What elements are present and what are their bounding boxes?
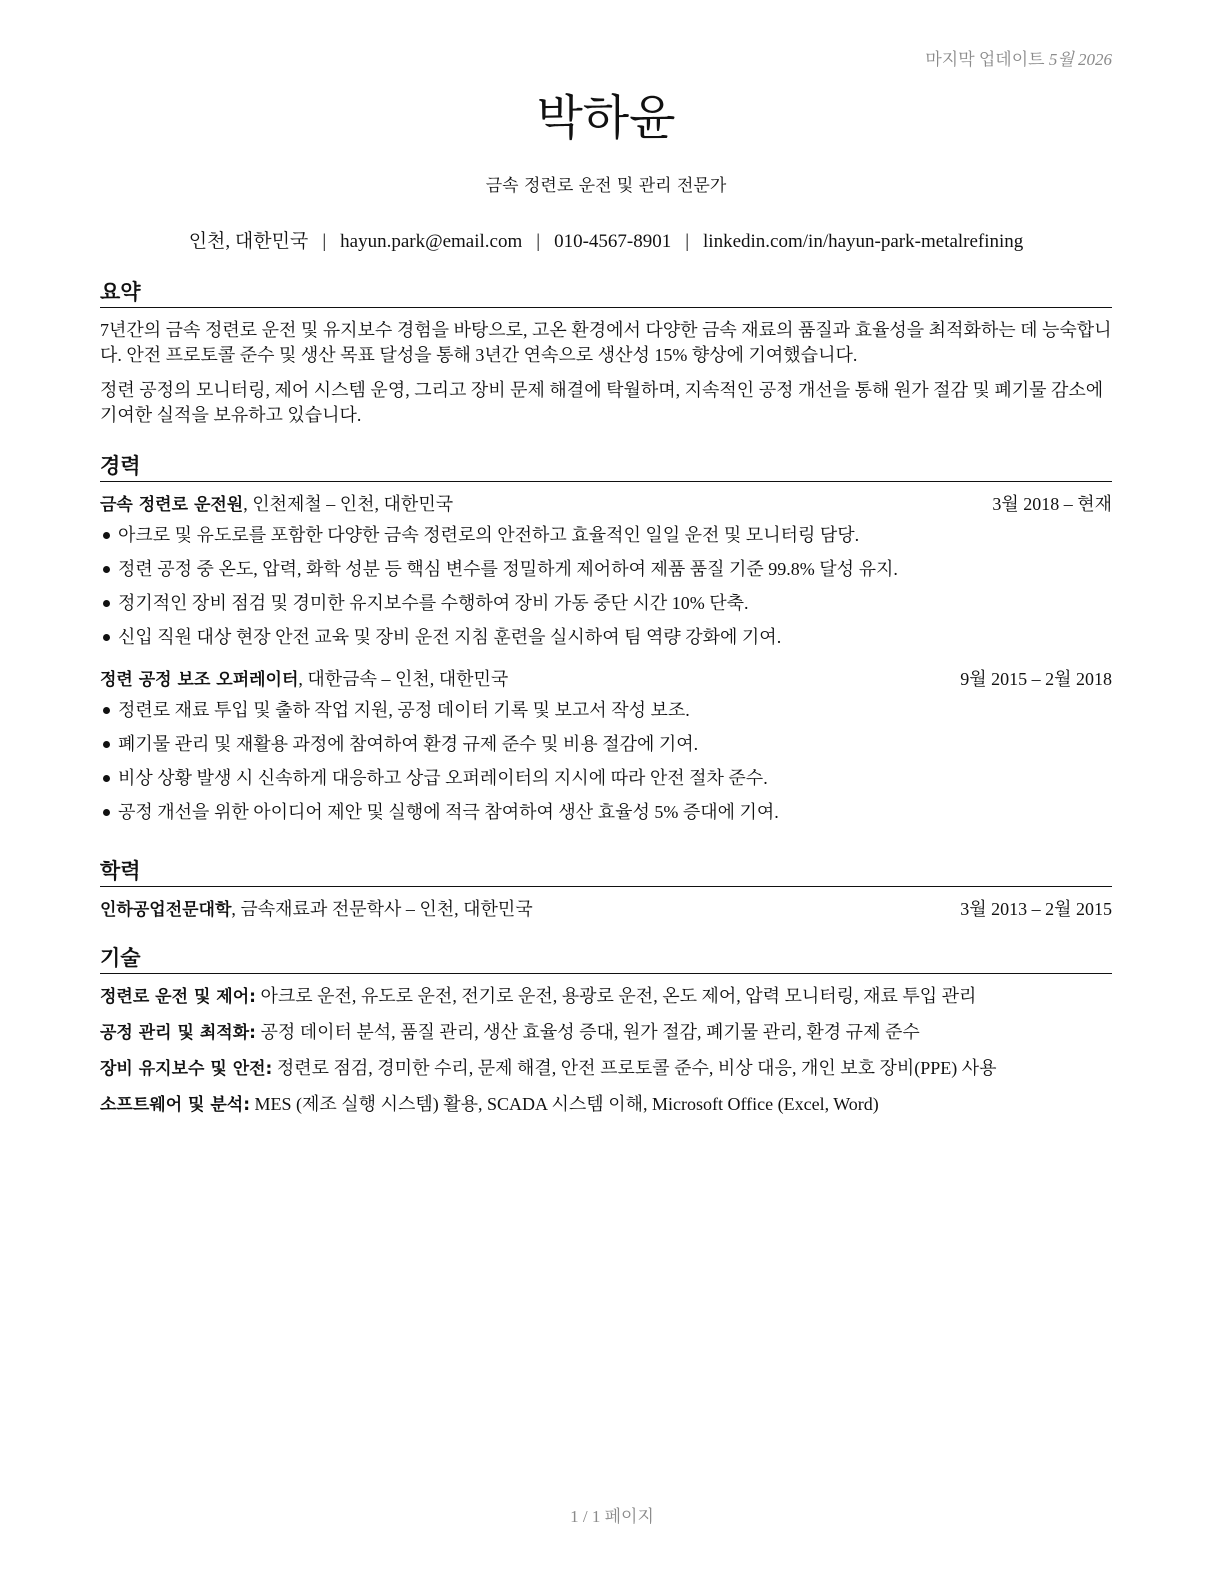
contact-separator: |: [322, 231, 327, 252]
education-entry: [100, 897, 1112, 922]
bullet-item: [100, 625, 1112, 649]
section-title-summary: 요약: [100, 280, 1112, 308]
skill-line: [100, 1020, 1112, 1045]
job-role: 정련 공정 보조 오퍼레이터: [100, 670, 299, 690]
job-dates: 3월 2018 – 현재: [992, 494, 1112, 514]
skill-value: 아크로 운전, 유도로 운전, 전기로 운전, 용광로 운전, 온도 제어, 압력 모니터링, 재료 투입 관리: [255, 986, 977, 1006]
bullet-item: [100, 732, 1112, 756]
job-role: 금속 정련로 운전원: [100, 495, 244, 515]
bullet-text: 정련 공정 중 온도, 압력, 화학 성분 등 핵심 변수를 정밀하게 제어하여 제품 품질 기준 99.8% 달성 유지.: [118, 559, 898, 579]
contact-phone[interactable]: 010-4567-8901: [554, 231, 672, 252]
summary-paragraph: 7년간의 금속 정련로 운전 및 유지보수 경험을 바탕으로, 고온 환경에서 다양한 금속 재료의 품질과 효율성을 최적화하는 데 능숙합니다. 안전 프로토콜 준수 및 생산 목표 달성을 통해 3년간 연속으로 생산성 15% 향상에 기여했습니다.: [100, 320, 1112, 365]
bullet-item: [100, 591, 1112, 615]
resume-page: [100, 0, 1112, 1584]
skill-value: MES (제조 실행 시스템) 활용, SCADA 시스템 이해, Microsoft Office (Excel, Word): [250, 1094, 879, 1114]
job-header: [100, 492, 1112, 517]
skill-label: 장비 유지보수 및 안전:: [100, 1059, 273, 1079]
skill-line: [100, 1092, 1112, 1117]
bullet-text: 정련로 재료 투입 및 출하 작업 지원, 공정 데이터 기록 및 보고서 작성 보조.: [118, 700, 690, 720]
education-section: [100, 859, 1112, 922]
headline: 금속 정련로 운전 및 관리 전문가: [485, 176, 727, 196]
skills-section: [100, 946, 1112, 1128]
bullet-item: [100, 523, 1112, 547]
skill-value: 정련로 점검, 경미한 수리, 문제 해결, 안전 프로토콜 준수, 비상 대응, 개인 보호 장비(PPE) 사용: [272, 1058, 997, 1078]
page-indicator: 1 / 1 페이지: [570, 1507, 654, 1526]
person-name: 박하윤: [536, 90, 676, 146]
summary-section: [100, 280, 1112, 438]
contact-separator: |: [536, 231, 541, 252]
job-org: , 인천제철 – 인천, 대한민국: [243, 494, 454, 514]
bullet-dot-icon: [103, 532, 110, 539]
bullet-text: 정기적인 장비 점검 및 경미한 유지보수를 수행하여 장비 가동 중단 시간 10% 단축.: [118, 593, 749, 613]
summary-paragraph: 정련 공정의 모니터링, 제어 시스템 운영, 그리고 장비 문제 해결에 탁월하며, 지속적인 공정 개선을 통해 원가 절감 및 폐기물 감소에 기여한 실적을 보유하고 있습니다.: [100, 380, 1104, 425]
skill-label: 공정 관리 및 최적화:: [100, 1023, 256, 1043]
skill-value: 공정 데이터 분석, 품질 관리, 생산 효율성 증대, 원가 절감, 폐기물 관리, 환경 규제 준수: [255, 1022, 920, 1042]
job-dates: 9월 2015 – 2월 2018: [960, 669, 1112, 689]
bullet-dot-icon: [103, 566, 110, 573]
bullet-item: [100, 698, 1112, 722]
section-title-experience: 경력: [100, 454, 1112, 482]
bullet-text: 신입 직원 대상 현장 안전 교육 및 장비 운전 지침 훈련을 실시하여 팀 역량 강화에 기여.: [118, 627, 782, 647]
last-updated-year: 2026: [1078, 50, 1112, 69]
last-updated-label: 마지막 업데이트: [925, 50, 1045, 69]
experience-section: [100, 454, 1112, 834]
bullet-text: 아크로 및 유도로를 포함한 다양한 금속 정련로의 안전하고 효율적인 일일 운전 및 모니터링 담당.: [118, 525, 860, 545]
bullet-item: [100, 766, 1112, 790]
job-bullets: [100, 523, 1112, 649]
bullet-item: [100, 800, 1112, 824]
bullet-item: [100, 557, 1112, 581]
bullet-dot-icon: [103, 634, 110, 641]
education-detail: , 금속재료과 전문학사 – 인천, 대한민국: [231, 899, 533, 919]
bullet-dot-icon: [103, 600, 110, 607]
job-entry: [100, 492, 1112, 649]
job-header: [100, 667, 1112, 692]
skill-line: [100, 984, 1112, 1009]
section-title-education: 학력: [100, 859, 1112, 887]
contact-line: [100, 226, 1112, 253]
contact-location: 인천, 대한민국: [188, 231, 309, 252]
bullet-dot-icon: [103, 707, 110, 714]
contact-linkedin[interactable]: linkedin.com/in/hayun-park-metalrefining: [703, 231, 1024, 252]
contact-email[interactable]: hayun.park@email.com: [340, 231, 523, 252]
job-entry: [100, 667, 1112, 824]
last-updated-month: 5월: [1048, 50, 1074, 69]
skill-label: 정련로 운전 및 제어:: [100, 987, 256, 1007]
bullet-dot-icon: [103, 741, 110, 748]
job-bullets: [100, 698, 1112, 824]
skill-label: 소프트웨어 및 분석:: [100, 1095, 251, 1115]
bullet-text: 공정 개선을 위한 아이디어 제안 및 실행에 적극 참여하여 생산 효율성 5% 증대에 기여.: [118, 802, 779, 822]
skill-line: [100, 1056, 1112, 1081]
bullet-dot-icon: [103, 809, 110, 816]
bullet-text: 비상 상황 발생 시 신속하게 대응하고 상급 오퍼레이터의 지시에 따라 안전 절차 준수.: [118, 768, 768, 788]
school-name: 인하공업전문대학: [100, 900, 232, 920]
section-title-skills: 기술: [100, 946, 1112, 974]
education-dates: 3월 2013 – 2월 2015: [960, 899, 1112, 919]
bullet-dot-icon: [103, 775, 110, 782]
bullet-text: 폐기물 관리 및 재활용 과정에 참여하여 환경 규제 준수 및 비용 절감에 기여.: [118, 734, 699, 754]
contact-separator: |: [685, 231, 690, 252]
last-updated: [925, 45, 1112, 70]
job-org: , 대한금속 – 인천, 대한민국: [298, 669, 509, 689]
